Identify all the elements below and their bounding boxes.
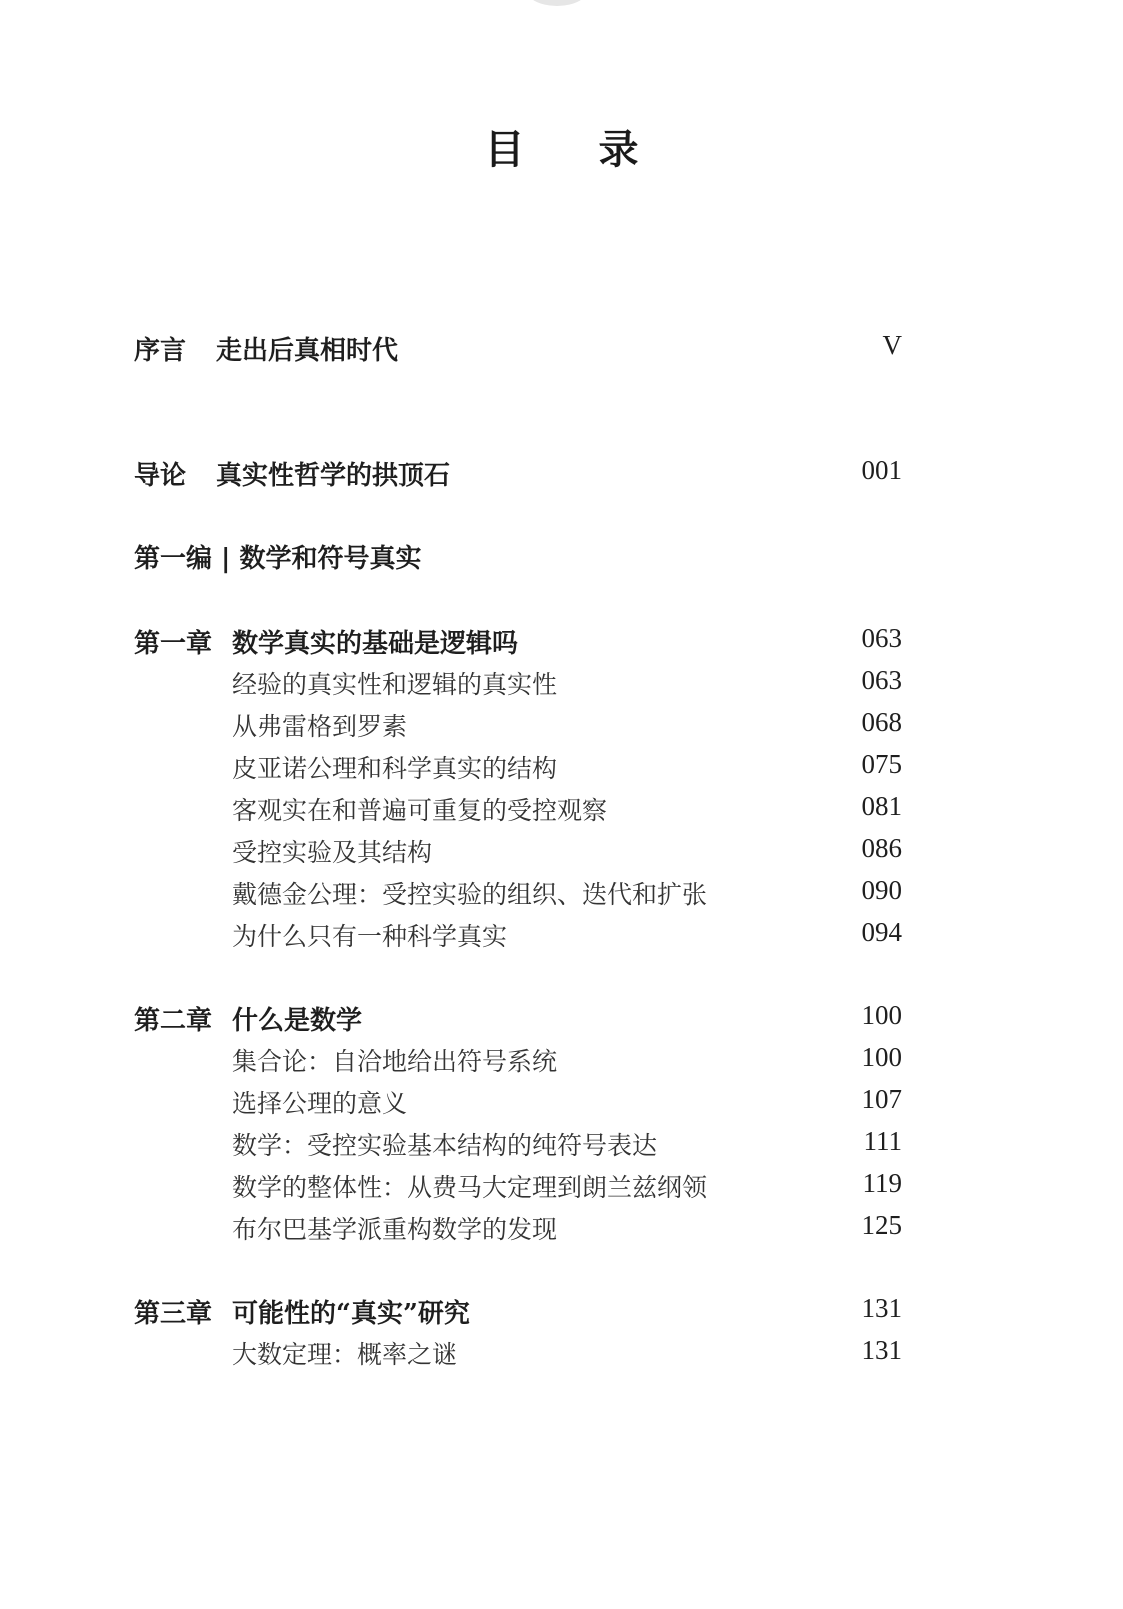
section-title: 大数定理：概率之谜 [232, 1340, 458, 1369]
toc-section[interactable] [232, 749, 902, 789]
chapter-label: 第二章 [134, 1006, 213, 1036]
toc-chapter-3[interactable] [134, 1293, 902, 1333]
section-title: 受控实验及其结构 [232, 838, 433, 867]
toc-part-heading [134, 538, 902, 578]
entry-page: V [882, 330, 902, 360]
chapter-label: 第三章 [134, 1299, 213, 1329]
toc-section[interactable] [232, 917, 902, 957]
section-title: 集合论：自洽地给出符号系统 [232, 1047, 558, 1076]
section-page: 075 [861, 749, 902, 779]
section-title: 客观实在和普遍可重复的受控观察 [232, 796, 608, 825]
chapter-page: 100 [861, 1000, 902, 1030]
entry-title: 走出后真相时代 [216, 336, 399, 366]
toc-section[interactable] [232, 665, 902, 705]
toc-section[interactable] [232, 1335, 902, 1375]
toc-section[interactable] [232, 1084, 902, 1124]
entry-page: 001 [861, 455, 902, 485]
section-page: 100 [861, 1042, 902, 1072]
toc-section[interactable] [232, 1042, 902, 1082]
toc-section[interactable] [232, 1168, 902, 1208]
chapter-title: 可能性的“真实”研究 [232, 1299, 470, 1329]
section-page: 094 [861, 917, 902, 947]
section-title: 戴德金公理：受控实验的组织、迭代和扩张 [232, 880, 708, 909]
toc-section[interactable] [232, 791, 902, 831]
chapter-label: 第一章 [134, 629, 213, 659]
section-title: 经验的真实性和逻辑的真实性 [232, 670, 558, 699]
part-title: 第一编 | 数学和符号真实 [134, 544, 422, 574]
toc-section[interactable] [232, 1126, 902, 1166]
toc-chapter-2[interactable] [134, 1000, 902, 1040]
section-page: 125 [861, 1210, 902, 1240]
section-title: 为什么只有一种科学真实 [232, 922, 508, 951]
chapter-page: 063 [861, 623, 902, 653]
chapter-title: 什么是数学 [232, 1006, 363, 1036]
entry-title: 真实性哲学的拱顶石 [216, 461, 451, 491]
toc-section[interactable] [232, 875, 902, 915]
section-title: 布尔巴基学派重构数学的发现 [232, 1215, 558, 1244]
toc-section[interactable] [232, 1210, 902, 1250]
toc-section[interactable] [232, 833, 902, 873]
entry-label: 序言 [134, 336, 187, 366]
section-title: 数学：受控实验基本结构的纯符号表达 [232, 1131, 658, 1160]
section-title: 从弗雷格到罗素 [232, 712, 408, 741]
entry-label: 导论 [134, 461, 187, 491]
toc-entry-intro[interactable] [134, 455, 902, 495]
toc-entry-preface[interactable] [134, 330, 902, 370]
page-edge-decoration [525, 0, 589, 6]
chapter-page: 131 [861, 1293, 902, 1323]
section-title: 选择公理的意义 [232, 1089, 408, 1118]
section-title: 数学的整体性：从费马大定理到朗兰兹纲领 [232, 1173, 708, 1202]
section-page: 131 [861, 1335, 902, 1365]
section-page: 107 [861, 1084, 902, 1114]
section-page: 081 [861, 791, 902, 821]
section-page: 068 [861, 707, 902, 737]
section-title: 皮亚诺公理和科学真实的结构 [232, 754, 558, 783]
chapter-title: 数学真实的基础是逻辑吗 [232, 629, 519, 659]
toc-section[interactable] [232, 707, 902, 747]
toc-chapter-1[interactable] [134, 623, 902, 663]
section-page: 111 [863, 1126, 902, 1156]
section-page: 086 [861, 833, 902, 863]
section-page: 063 [861, 665, 902, 695]
section-page: 090 [861, 875, 902, 905]
page-title: 目 录 [484, 126, 669, 173]
section-page: 119 [862, 1168, 902, 1198]
